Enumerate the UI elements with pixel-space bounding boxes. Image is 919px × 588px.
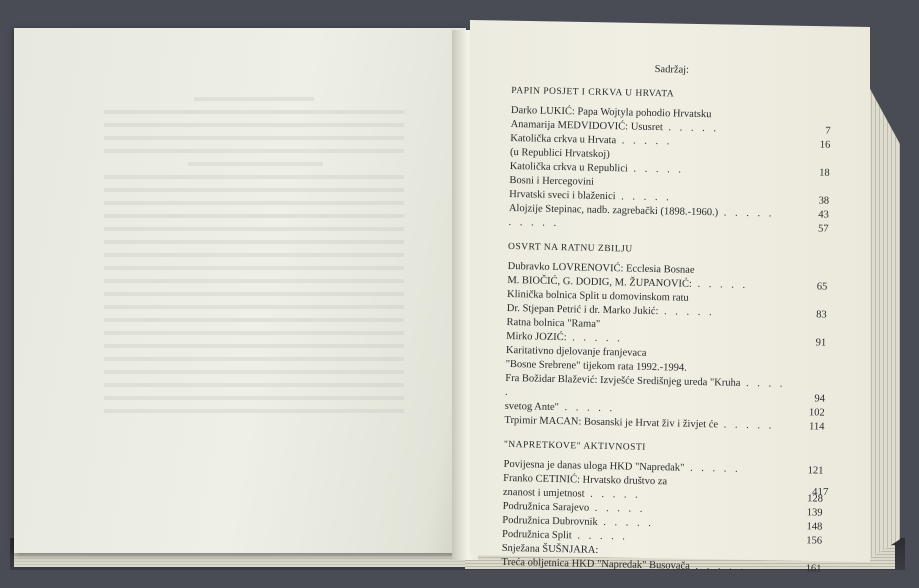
toc-section-heading: "NAPRETKOVE" AKTIVNOSTI [503, 439, 646, 453]
toc-entry-page: 148 [806, 521, 823, 533]
toc-entry-text: Klinička bolnica Split u domovinskom ratu [506, 288, 689, 304]
toc-entry-page: 139 [806, 507, 823, 519]
toc-entry-page: 156 [806, 535, 823, 547]
toc-entry-text: (u Republici Hrvatskoj) [509, 146, 610, 161]
toc-entry-page: 94 [814, 393, 826, 405]
toc-entry-page: 38 [818, 195, 830, 207]
toc-entry-text: Podružnica Dubrovnik [502, 514, 598, 528]
toc-entry-page: 121 [807, 465, 824, 477]
toc-entry-text: svetog Ante" [504, 400, 560, 414]
toc-entry-text: Mirko JOZIĆ: [506, 330, 567, 344]
table-of-contents [501, 60, 832, 577]
toc-leader-dots: . . . . . [658, 306, 715, 319]
toc-entry-text: Franko CETINIĆ: Hrvatsko društvo za [503, 472, 668, 488]
toc-entry-text: "Bosne Srebrene" tijekom rata 1992.-1994. [505, 358, 687, 374]
toc-entry-page: 91 [815, 337, 827, 349]
toc-entry-text: Ratna bolnica "Rama" [506, 316, 601, 330]
toc-leader-dots: . . . . . [584, 488, 641, 501]
toc-entry-text: M. BIOČIĆ, G. DODIG, M. ŽUPANOVIĆ: [507, 274, 693, 290]
toc-leader-dots: . . . . . [691, 278, 749, 291]
show-through-text [104, 88, 404, 528]
toc-section-heading: PAPIN POSJET I CRKVA U HRVATA [511, 85, 675, 100]
toc-entry-text: Trpimir MACAN: Bosanski je Hrvat živ i živjet će [504, 414, 719, 431]
toc-entry-text: znanost i umjetnost [502, 486, 585, 500]
toc-entry-text: Podružnica Sarajevo [502, 500, 590, 514]
toc-leader-dots: . . . . . [718, 207, 775, 220]
toc-leader-dots: . . . . . [689, 560, 747, 574]
toc-leader-dots: . . . . . [566, 332, 623, 345]
toc-leader-dots: . . . . . [662, 122, 720, 135]
toc-entry-page: 16 [819, 139, 831, 151]
toc-leader-dots: . . . . . [684, 462, 741, 475]
toc-leader-dots: . . . . . [615, 191, 672, 204]
toc-leader-dots: . . . . . [504, 377, 786, 399]
toc-leader-dots: . . . . . [627, 163, 685, 176]
toc-entry-text: Dubravko LOVRENOVIĆ: Ecclesia Bosnae [507, 260, 695, 276]
toc-leader-dots: . . . . . [589, 502, 646, 515]
toc-entry-text: Hrvatski sveci i blaženici [509, 188, 616, 203]
left-page [14, 28, 466, 553]
toc-leader-dots: . . . . . [558, 402, 616, 415]
toc-entry-page: 83 [816, 309, 827, 321]
toc-entry-text: Snježana ŠUŠNJARA: [501, 542, 599, 556]
toc-title: Sadržaj: [654, 63, 690, 76]
toc-leader-dots: . . . . . [616, 135, 673, 148]
toc-entry-text: Darko LUKIĆ: Papa Wojtyla pohodio Hrvatsku [510, 104, 712, 121]
toc-section-heading: OSVRT NA RATNU ZBILJU [507, 241, 633, 255]
toc-entry-page: 65 [816, 281, 828, 293]
toc-leader-dots: . . . . . [571, 530, 629, 543]
toc-entry-text: Povijesna je danas uloga HKD "Napredak" [503, 458, 685, 474]
toc-entry-text: Katolička crkva u Republici [509, 160, 628, 175]
toc-entry-page: 57 [817, 223, 829, 235]
toc-entry-page: 18 [819, 167, 830, 179]
toc-entry-page: 128 [807, 493, 823, 505]
toc-entry-text: Alojzije Stepinac, nadb. zagrebački (1898.-1960.) [508, 202, 719, 219]
toc-entry-text: Bosni i Hercegovini [509, 174, 595, 188]
toc-leader-dots: . . . . . [717, 419, 775, 432]
toc-entry-text: Podružnica Split [501, 528, 572, 542]
toc-entry-text: Karitativno djelovanje franjevaca [505, 344, 647, 359]
toc-entry-text: Treća obljetnica HKD "Napredak" Busovača [501, 556, 690, 572]
toc-entry-page: 114 [808, 421, 825, 433]
toc-leader-dots: . . . . . [597, 516, 655, 530]
toc-entry-text: Dr. Stjepan Petrić i dr. Marko Jukić: [506, 302, 659, 318]
toc-leader-dots: . . . . . [508, 216, 560, 230]
toc-entry-text: Anamarija MEDVIDOVIĆ: Ususret [510, 118, 663, 134]
page-number: 417 [812, 486, 829, 498]
toc-entry-page: 7 [825, 125, 831, 137]
toc-entry-text: Katolička crkva u Hrvata [510, 132, 617, 147]
toc-entry-text: Fra Božidar Blažević: Izvješće Središnjeg ureda "Kruha [505, 372, 741, 389]
toc-entry-page: 102 [808, 407, 825, 419]
toc-entry-page: 161 [805, 563, 822, 575]
toc-entry-page: 43 [818, 209, 829, 221]
